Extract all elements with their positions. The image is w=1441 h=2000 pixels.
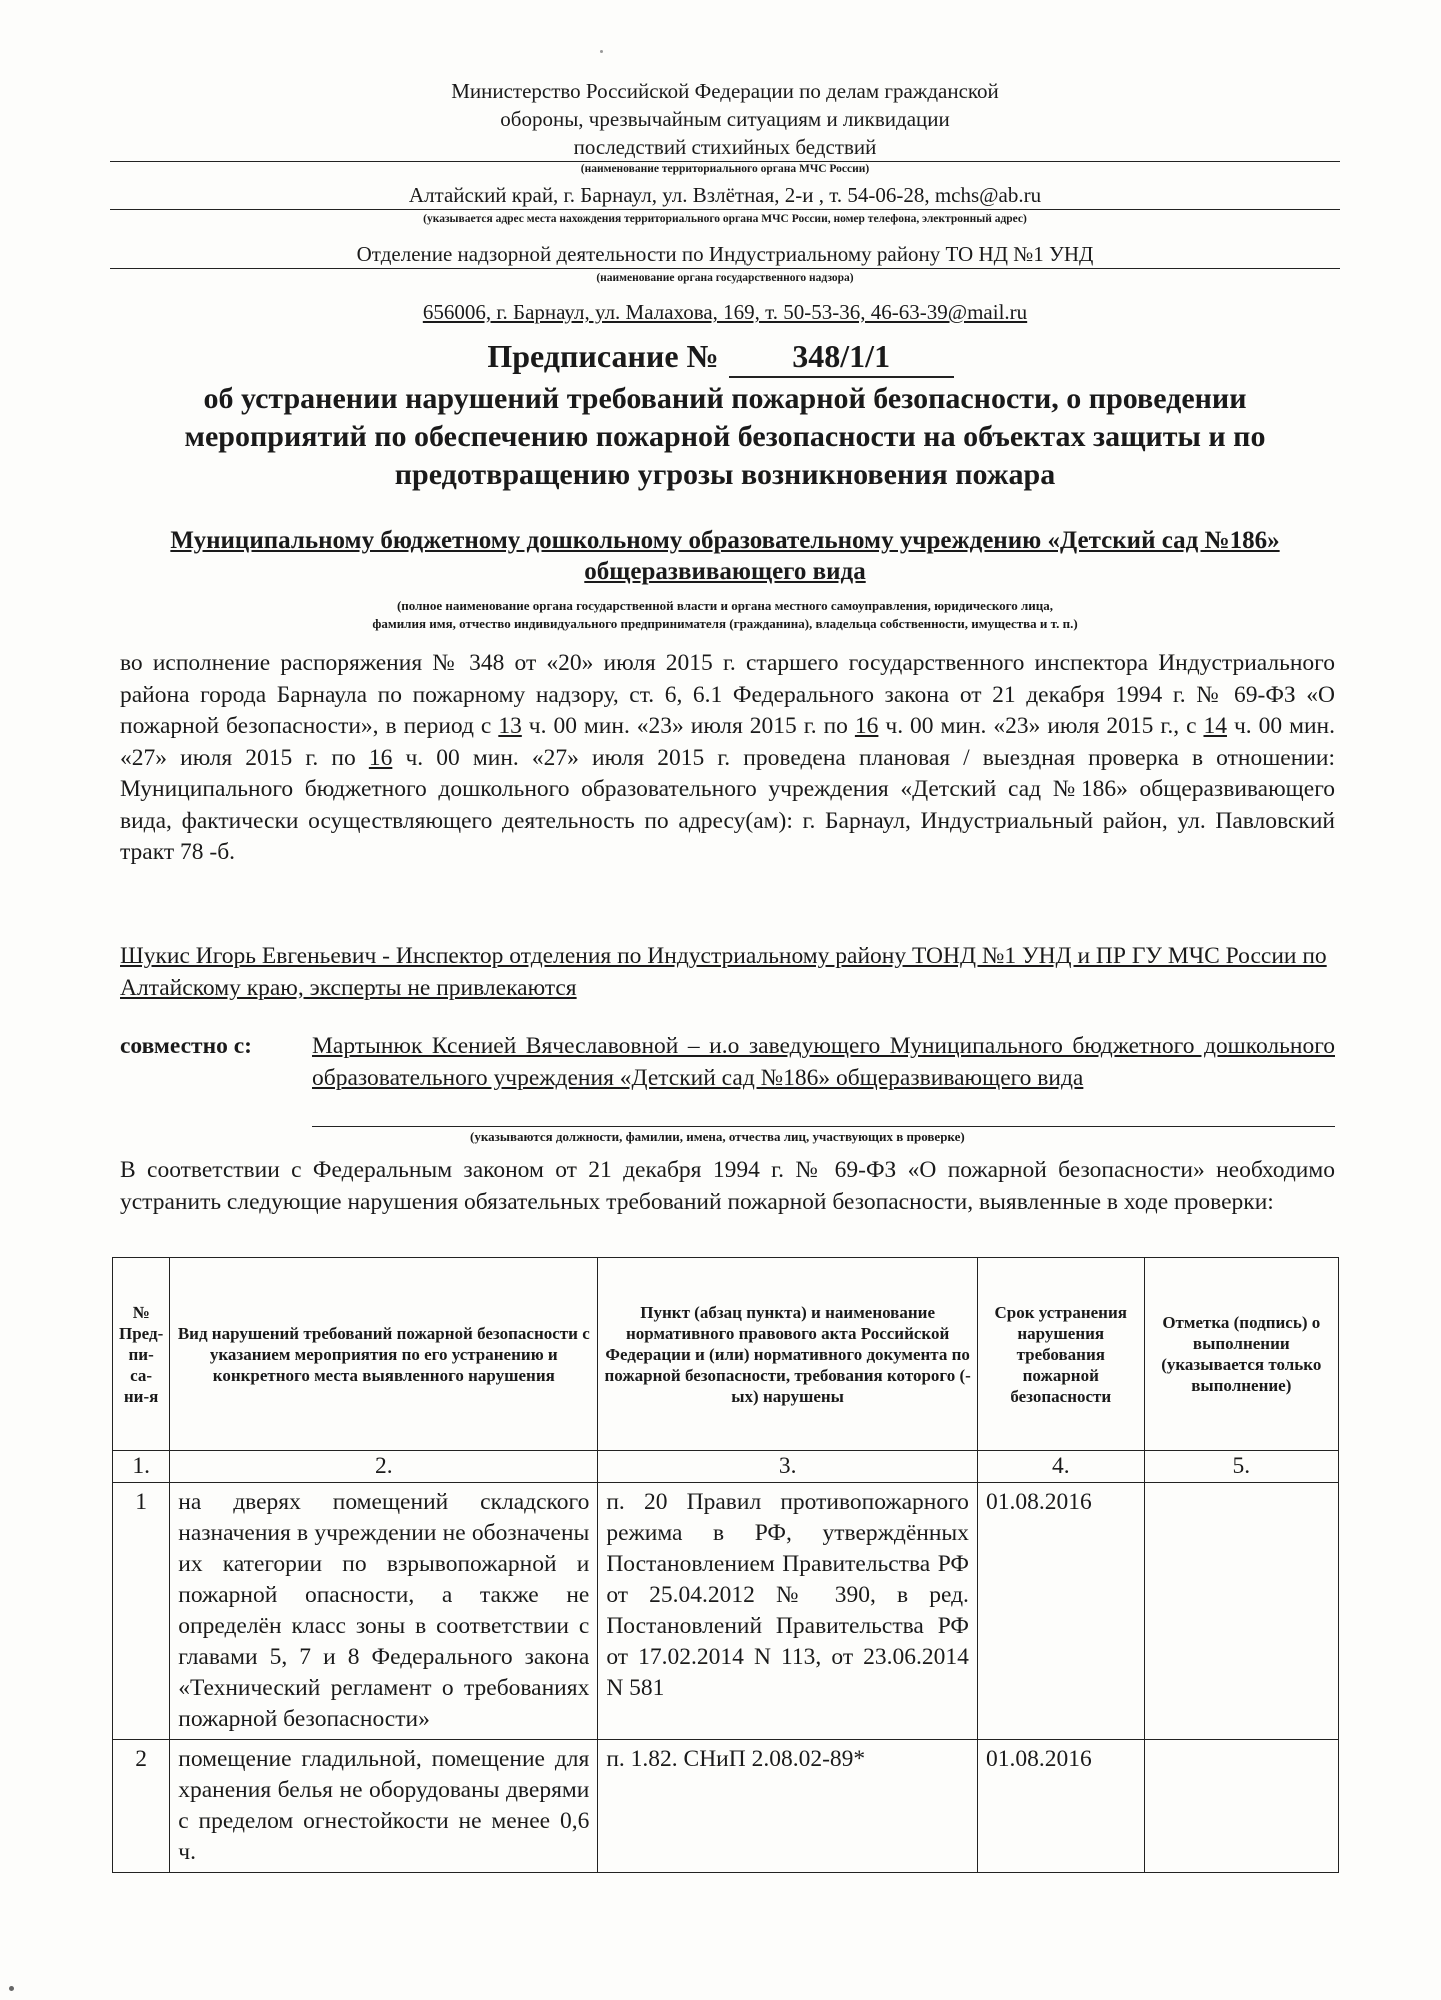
header-norm: Пункт (абзац пункта) и наименование нормативного правового акта Российской Федерации и (или) нормативного документа по пожарной безопасности, требования которого (-ых) нарушены [598,1258,978,1451]
preamble-part-1: во исполнение распоряжения № 348 от «20» июля 2015 г. старшего государственного инспектора Индустриального района города Барнаула по пожарному надзору, ст. 6, 6.1 Федерального закона от 21 декабря 1994 г. № 69-ФЗ «О пожарной безопасности», в период с [120,650,1335,739]
header-deadline: Срок устранения нарушения требования пожарной безопасности [977,1258,1144,1451]
ministry-note: (наименование территориального органа МЧС России) [580,163,870,175]
ministry-address: Алтайский край, г. Барнаул, ул. Взлётная, 2-и , т. 54-06-28, mchs@ab.ru [110,181,1340,210]
ministry-line-3: последствий стихийных бедствий [110,133,1340,162]
hour-1: 13 [498,713,522,739]
row-norm: п. 20 Правил противопожарного режима в РФ, утверждённых Постановлением Правительства РФ от 25.04.2012 № 390, в ред. Постановлений Правительства РФ от 17.02.2014 N 113, от 23.06.2014 N 581 [598,1483,978,1740]
table-header-row [113,1258,1339,1451]
recipient-name: Муниципальному бюджетному дошкольному образовательному учреждению «Детский сад №186» общеразвивающего вида [170,527,1280,585]
header-number: № Пред-пи-са-ни-я [113,1258,170,1451]
header-mark: Отметка (подпись) о выполнении (указывается только выполнение) [1144,1258,1338,1451]
prescription-number: 348/1/1 [729,336,954,378]
header-violation: Вид нарушений требований пожарной безопасности с указанием мероприятия по его устранению и конкретного места выявленного нарушения [170,1258,598,1451]
document-subtitle: об устранении нарушений требований пожарной безопасности, о проведении мероприятий по обеспечению пожарной безопасности на объектах защиты и по предотвращению угрозы возникновения пожара [184,382,1266,491]
row-number: 1 [113,1483,170,1740]
inspector-info: Шукис Игорь Евгеньевич - Инспектор отделения по Индустриальному району ТОНД №1 УНД и ПР ГУ МЧС России по Алтайскому краю, эксперты не привлекаются [120,943,1327,1001]
preamble-part-4: ч. 00 мин. «27» июля 2015 г. по [120,713,1335,771]
preamble-part-5: ч. 00 мин. «27» июля 2015 г. проведена плановая / выездная проверка в отношении: Муниципального бюджетного дошкольного образовательного учреждения «Детский сад №186» общеразвивающего вида, фактически осуществляющего деятельность по адресу(ам): г. Барнаул, Индустриальный район, ул. Павловский тракт 78 -б. [120,744,1335,865]
preamble-part-3: ч. 00 мин. «23» июля 2015 г., с [878,713,1204,739]
preamble-part-2: ч. 00 мин. «23» июля 2015 г. по [521,713,855,739]
row-deadline: 01.08.2016 [977,1740,1144,1873]
department-address: 656006, г. Барнаул, ул. Малахова, 169, т. 50-53-36, 46-63-39@mail.ru [422,300,1028,324]
column-numbers-row [113,1451,1339,1483]
row-violation: на дверях помещений складского назначения в учреждении не обозначены их категории по взрывопожарной и пожарной опасности, а также не определён класс зоны в соответствии с главами 5, 7 и 8 Федерального закона «Технический регламент о требованиях пожарной безопасности» [170,1483,598,1740]
department-name: Отделение надзорной деятельности по Индустриальному району ТО НД №1 УНД [110,240,1340,269]
col-num-3: 3. [598,1451,978,1483]
row-violation: помещение гладильной, помещение для хранения белья не оборудованы дверями с пределом огнестойкости не менее 0,6 ч. [170,1740,598,1873]
jointly-underline [312,1126,1335,1127]
department-note: (наименование органа государственного надзора) [596,272,854,284]
title-label: Предписание № [487,338,719,374]
recipient-note-line-1: (полное наименование органа государственной власти и органа местного самоуправления, юридического лица, [396,598,1054,613]
table-row [113,1740,1339,1873]
scan-speck [600,50,603,53]
ministry-line-1: Министерство Российской Федерации по делам гражданской [451,79,999,103]
recipient-note-line-2: фамилия имя, отчество индивидуального предпринимателя (гражданина), владельца собственности, имущества и т. п.) [372,616,1078,631]
table-row [113,1483,1339,1740]
jointly-note: (указываются должности, фамилии, имена, отчества лиц, участвующих в проверке) [470,1129,965,1144]
col-num-1: 1. [113,1451,170,1483]
violations-intro: В соответствии с Федеральным законом от 21 декабря 1994 г. № 69-ФЗ «О пожарной безопасности» необходимо устранить следующие нарушения обязательных требований пожарной безопасности, выявленные в ходе проверки: [120,1157,1335,1215]
ministry-name [110,77,1340,162]
col-num-4: 4. [977,1451,1144,1483]
document-title [0,336,1441,378]
hour-4: 16 [368,744,393,771]
address-note: (указывается адрес места нахождения территориального органа МЧС России, номер телефона, электронный адрес) [423,213,1027,225]
col-num-5: 5. [1144,1451,1338,1483]
recipient-note [125,597,1325,633]
hour-2: 16 [854,713,879,739]
hour-3: 14 [1203,713,1227,739]
row-number: 2 [113,1740,170,1873]
department-address-wrap [110,298,1340,326]
violations-table [112,1257,1339,1873]
scan-speck [9,1986,14,1991]
preamble-paragraph [120,648,1335,869]
ministry-line-2: обороны, чрезвычайным ситуациям и ликвидации [500,107,950,131]
row-deadline: 01.08.2016 [977,1483,1144,1740]
row-mark [1144,1740,1338,1873]
jointly-label: совместно с: [120,1033,253,1059]
row-norm: п. 1.82. СНиП 2.08.02-89* [598,1740,978,1873]
jointly-participants: Мартынюк Ксенией Вячеславовной – и.о заведующего Муниципального бюджетного дошкольного образовательного учреждения «Детский сад №186» общеразвивающего вида [312,1033,1335,1091]
row-mark [1144,1483,1338,1740]
col-num-2: 2. [170,1451,598,1483]
